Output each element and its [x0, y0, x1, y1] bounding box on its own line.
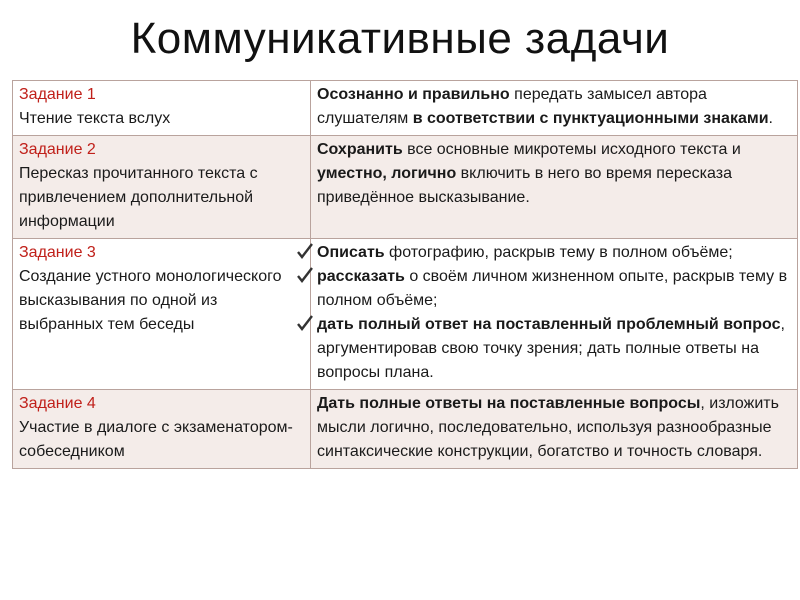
task-description: Пересказ прочитанного текста с привлечением дополнительной информации — [19, 165, 258, 230]
text-bold: рассказать — [317, 268, 405, 285]
task-description: Создание устного монологического высказывания по одной из выбранных тем беседы — [19, 268, 282, 333]
checkmark-icon — [297, 242, 313, 260]
text-bold: Дать полные ответы на поставленные вопросы — [317, 395, 701, 412]
page-title: Коммуникативные задачи — [130, 14, 670, 63]
table-row — [13, 81, 798, 136]
bullet-list — [317, 241, 791, 385]
checkmark-icon — [297, 266, 313, 284]
task-description: Чтение текста вслух — [19, 110, 171, 127]
requirement-cell — [311, 81, 798, 136]
task-cell — [13, 136, 311, 239]
checkmark-icon — [297, 314, 313, 332]
requirement-text — [317, 141, 741, 206]
text-bold: дать полный ответ на поставленный проблемный вопрос — [317, 316, 781, 333]
text-plain: все основные микротемы исходного текста и — [402, 141, 741, 158]
task-number: Задание 3 — [19, 244, 96, 261]
task-description: Участие в диалоге с экзаменатором-собеседником — [19, 419, 293, 460]
task-number: Задание 1 — [19, 86, 96, 103]
table-row — [13, 136, 798, 239]
requirement-text — [317, 86, 773, 127]
text-plain: передать замысел автора слушателям — [317, 86, 707, 127]
list-item — [317, 265, 791, 313]
text-plain: фотографию, раскрыв тему в полном объёме; — [384, 244, 733, 261]
text-plain: . — [768, 110, 773, 127]
requirement-cell — [311, 390, 798, 469]
text-bold: в соответствии с пунктуационными знаками — [412, 110, 769, 127]
text-plain: о своём личном жизненном опыте, раскрыв тему в полном объёме; — [317, 268, 788, 309]
list-item — [317, 241, 791, 265]
text-plain: включить в него во время пересказа приведённое высказывание. — [317, 165, 732, 206]
text-plain: , изложить мысли логично, последовательно, используя разнообразные синтаксические конструкции, богатство и точность словаря. — [317, 395, 779, 460]
task-cell — [13, 390, 311, 469]
tasks-table — [12, 80, 798, 469]
requirement-cell — [311, 136, 798, 239]
text-plain: , аргументировав свою точку зрения; дать полные ответы на вопросы плана. — [317, 316, 785, 381]
table-row — [13, 390, 798, 469]
task-cell — [13, 239, 311, 390]
text-bold: уместно, логично — [317, 165, 457, 182]
task-cell — [13, 81, 311, 136]
text-bold: Осознанно и правильно — [317, 86, 510, 103]
text-bold: Описать — [317, 244, 385, 261]
requirement-cell — [311, 239, 798, 390]
table-row — [13, 239, 798, 390]
requirement-text — [317, 395, 779, 460]
task-number: Задание 4 — [19, 395, 96, 412]
task-number: Задание 2 — [19, 141, 96, 158]
text-bold: Сохранить — [317, 141, 403, 158]
list-item — [317, 313, 791, 385]
